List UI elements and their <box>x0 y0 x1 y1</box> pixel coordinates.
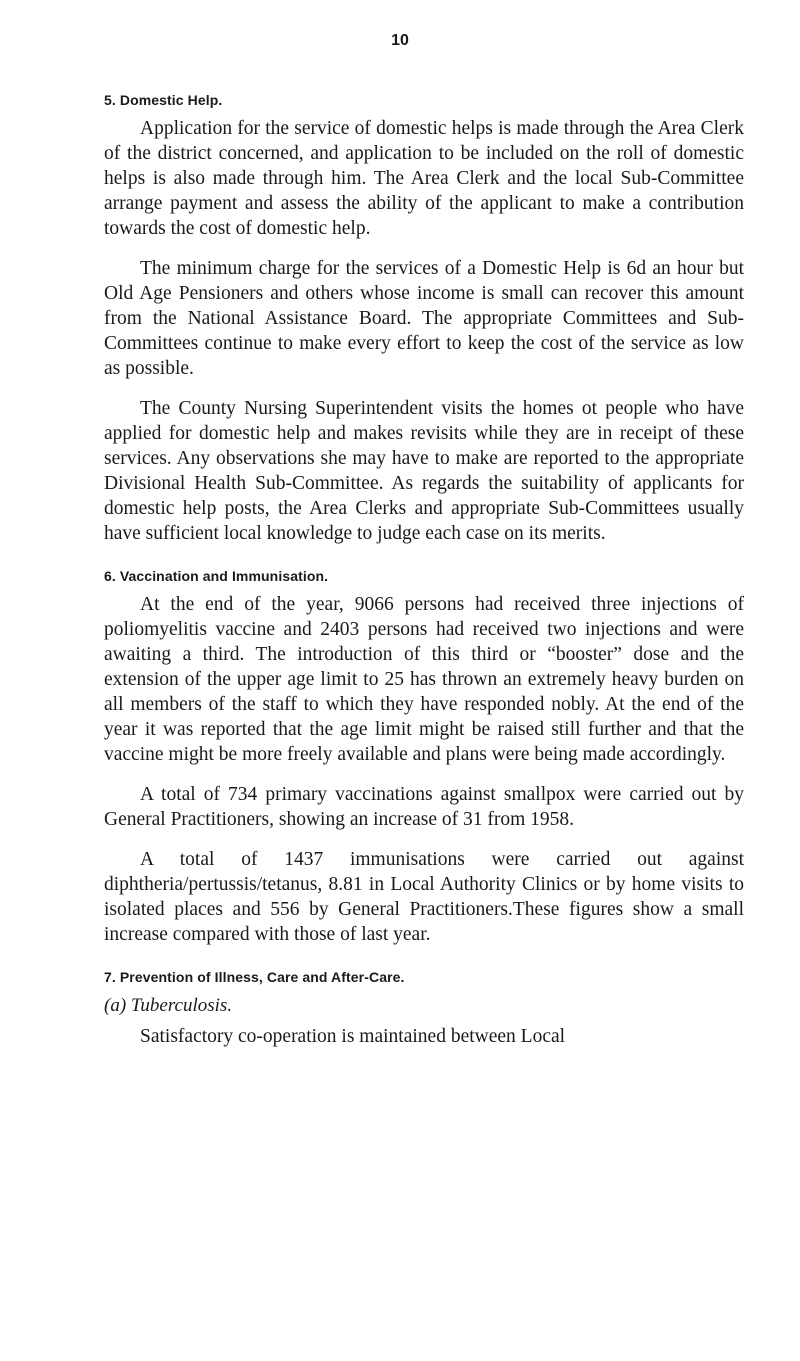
paragraph: Application for the service of domestic helps is made through the Area Clerk of the district concerned, and application to be included on the roll of domestic helps is also made through him. The Area Clerk and the local Sub-Committee arrange payment and assess the ability of the applicant to make a contribution towards the cost of domestic help. <box>104 118 744 239</box>
page-content <box>104 92 744 1049</box>
section-vaccination-immunisation <box>104 568 744 947</box>
page-number: 10 <box>391 32 409 49</box>
section-heading: 6. Vaccination and Immunisation. <box>104 568 329 584</box>
subsection-heading: (a) Tuberculosis. <box>104 995 233 1016</box>
paragraph: Satisfactory co-operation is maintained between Local <box>140 1026 566 1047</box>
paragraph: The minimum charge for the services of a Domestic Help is 6d an hour but Old Age Pensioners and others whose income is small can recover this amount from the National Assistance Board. The appropriate Committees and Sub-Committees continue to make every effort to keep the cost of the service as low as possible. <box>104 258 744 379</box>
paragraph: A total of 734 primary vaccinations against smallpox were carried out by General Practitioners, showing an increase of 31 from 1958. <box>104 784 744 830</box>
section-domestic-help <box>104 92 744 546</box>
section-heading: 5. Domestic Help. <box>104 92 223 108</box>
section-heading: 7. Prevention of Illness, Care and After-Care. <box>104 969 405 985</box>
paragraph: At the end of the year, 9066 persons had received three injections of poliomyelitis vaccine and 2403 persons had received two injections and were awaiting a third. The introduction of this third or “booster” dose and the extension of the upper age limit to 25 has thrown an extremely heavy burden on all members of the staff to which they have responded nobly. At the end of the year it was reported that the age limit might be raised still further and that the vaccine might be more freely available and plans were being made accordingly. <box>104 594 744 765</box>
paragraph: The County Nursing Superintendent visits the homes ot people who have applied for domestic help and makes revisits while they are in receipt of these services. Any observations she may have to make are reported to the appropriate Divisional Health Sub-Committee. As regards the suitability of applicants for domestic help posts, the Area Clerks and appropriate Sub-Committees usually have sufficient local knowledge to judge each case on its merits. <box>104 398 744 544</box>
paragraph: A total of 1437 immunisations were carried out against diphtheria/pertussis/tetanus, 8.81 in Local Authority Clinics or by home visits to isolated places and 556 by General Practitioners.These figures show a small increase compared with those of last year. <box>104 849 744 945</box>
section-prevention-of-illness <box>104 969 744 1049</box>
